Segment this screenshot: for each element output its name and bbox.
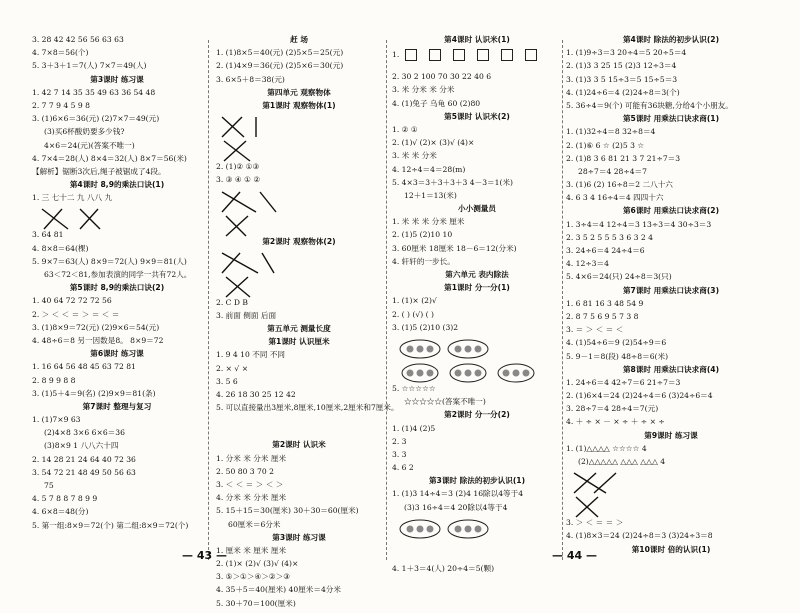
answer-line: 1. (1)4 (2)5: [392, 423, 436, 433]
answer-line: 3. 24÷6＝4 24÷4＝6: [566, 246, 645, 255]
section-heading: 第四单元 观察物体: [267, 87, 331, 97]
answer-line: 2. × √ ×: [216, 363, 249, 373]
matching-line: [574, 473, 596, 493]
answer-line: 2. C D B: [216, 297, 248, 307]
answer-line: 4. 12÷4＝4＝28(m): [392, 164, 466, 174]
divider-2: [386, 40, 387, 560]
matching-lines-figure: [216, 417, 236, 441]
answer-line: 2. 8 7 5 6 9 5 7 3 8: [566, 311, 639, 321]
answer-box: [477, 49, 489, 61]
section-heading: 第7课时 整理与复习: [82, 401, 152, 411]
section-heading: 第2课时 认识米: [272, 440, 326, 450]
answer-box: [453, 49, 465, 61]
group-dot: [513, 369, 520, 376]
answer-line: 3. (1)6×6＝36(元) (2)7×7＝49(元): [32, 114, 160, 124]
grouping-figure: [392, 517, 502, 541]
answer-line: 1. 3÷4＝4 12÷4＝3 13÷3＝4 30÷3＝3: [566, 219, 712, 229]
figure-line: [216, 275, 382, 299]
matching-line: [222, 253, 240, 273]
answer-line: 4. (1)8×3＝24 (2)24÷8＝3 (3)24÷3＝8: [566, 531, 713, 541]
answer-line: 60厘米＝6分米: [228, 519, 281, 529]
answer-line: 3. 前面 侧面 后面: [216, 310, 277, 320]
section-heading: 第7课时 用乘法口诀求商(3): [622, 285, 720, 295]
matching-line: [222, 192, 256, 212]
answer-line: 2. 7 7 9 4 5 9 8: [32, 100, 90, 110]
matching-line: [594, 473, 616, 493]
figure-line: [392, 541, 562, 565]
answer-box: [405, 49, 417, 61]
section-heading: 第6课时 用乘法口诀求商(2): [622, 206, 720, 216]
answer-line: 5. ☆☆☆☆☆: [392, 383, 436, 393]
answer-line: (3)3 16÷4＝4 20除以4等于4: [404, 502, 508, 512]
group-dot: [503, 369, 510, 376]
column-2: [216, 35, 399, 613]
answer-line: 4. 7×8＝56(个): [32, 48, 89, 58]
answer-box: [525, 49, 537, 61]
matching-lines-figure: [216, 190, 286, 214]
answer-line: 28÷7＝4 28÷4＝7: [578, 166, 647, 176]
divider-1: [208, 40, 209, 560]
answer-line: 3. ＜ ＜ ＝ ＞ ＜ ＞: [216, 479, 284, 489]
column-4: [566, 36, 776, 559]
answer-line: (2)4×8 3×6 6×6＝36: [44, 428, 125, 438]
answer-line: 1. (1)3 14÷4＝3 (2)4 16除以4等于4: [392, 489, 524, 499]
section-heading: 第5课时 用乘法口诀求商(1): [622, 114, 720, 124]
answer-line: 2. (1)3 3 25 15 (2)3 12÷3＝4: [566, 61, 677, 71]
answer-line: 3. 米 分米 米 分米: [392, 85, 455, 95]
answer-box: [429, 49, 441, 61]
answer-line: 4. 分米 米 分米 厘米: [216, 493, 287, 503]
section-heading: 第5课时 认识米(2): [444, 111, 510, 121]
answer-line: 1. ② ①: [392, 124, 418, 134]
answer-line: 4. 12÷3＝4: [566, 259, 609, 269]
answer-line: 3. 5 6: [216, 376, 238, 386]
group-dot: [475, 345, 482, 352]
section-heading: 第10课时 倍的认识(1): [631, 544, 711, 554]
answer-line: 75: [44, 481, 54, 490]
answer-line: 4. (1)兔子 乌龟 60 (2)80: [392, 98, 481, 108]
answer-line: 5. 3＋3＋1＝7(人) 7×7＝49(人): [32, 61, 147, 71]
matching-lines-figure: [32, 207, 112, 231]
checkbox-row: 1.: [392, 50, 543, 59]
matching-lines-figure: [392, 541, 412, 565]
answer-line: 4. 5 7 8 8 7 8 9 9: [32, 494, 98, 504]
answer-line: 4. 8×8＝64(棵): [32, 243, 89, 253]
answer-line: 1. 42 7 14 35 35 49 63 36 54 48: [32, 87, 156, 97]
matching-line: [262, 253, 274, 273]
answer-line: 4. 35＋5＝40(厘米) 40厘米＝4分米: [216, 585, 341, 595]
answer-line: 1. (1)9÷3＝3 20÷4＝5 20÷5＝4: [566, 48, 687, 58]
matching-lines-figure: [566, 495, 626, 519]
group-dot: [427, 525, 434, 532]
answer-line: 4. 轩轩的一步长。: [392, 256, 455, 266]
answer-line: 4×6＝24(元)(答案不唯一): [44, 140, 135, 150]
figure-line: [216, 139, 382, 163]
section-heading: 第3课时 除法的初步认识(1): [428, 476, 526, 486]
group-dot: [465, 345, 472, 352]
answer-line: 3. (1)5＋4＝9(名) (2)9×9＝81(条): [32, 388, 156, 398]
answer-line: 3. 64 81: [32, 230, 64, 240]
answer-line: 5. 可以直接量出3厘米,8厘米,10厘米,2厘米和7厘米。: [216, 403, 399, 413]
column-1: [32, 36, 202, 535]
answer-line: 2. 3: [392, 436, 407, 446]
answer-line: 2. (1)② ①③: [216, 162, 260, 172]
group-dot: [417, 345, 424, 352]
answer-line: 4. 26 18 30 25 12 42: [216, 390, 296, 399]
answer-line: 2. ＞ ＜ ＜ ＝ ＞ ＝ ＜ ＝: [32, 309, 120, 319]
answer-line: 4. ＋ ÷ × － × ÷ ＋ ÷ × ÷: [566, 417, 665, 427]
section-heading: 第2课时 观察物体(2): [262, 236, 336, 246]
page-number-left: — 43 —: [182, 549, 227, 562]
section-heading: 小小测量员: [458, 204, 496, 214]
answer-line: 1. 6 81 16 3 48 54 9: [566, 298, 644, 308]
grouping-figure: [392, 337, 512, 361]
section-heading: 第3课时 练习课: [272, 532, 326, 542]
figure-line: [566, 471, 776, 495]
section-heading: 第6课时 练习课: [90, 349, 144, 359]
answer-line: 3. 6×5＋8＝38(元): [216, 74, 285, 84]
figure-line: [216, 115, 382, 139]
figure-line: [392, 517, 562, 541]
answer-line: 2. (1)5 (2)10 10: [392, 230, 453, 240]
matching-line: [260, 192, 276, 212]
answer-line: 3. (1)5 (2)10 (3)2: [392, 322, 459, 332]
figure-line: [216, 417, 382, 441]
answer-line: 4. 1＋3＝4(人) 20÷4＝5(颗): [392, 563, 495, 573]
answer-line: 4. 48÷6＝8 另一因数是8。 8×9＝72: [32, 335, 164, 345]
group-dot: [407, 525, 414, 532]
matching-lines-figure: [216, 115, 276, 139]
answer-box: [501, 49, 513, 61]
answer-line: 5. 4×3＝3＋3＋3＋3 4－3＝1(米): [392, 177, 513, 187]
answer-line: 1. 24÷6＝4 42÷7＝6 21÷7＝3: [566, 377, 681, 387]
answer-line: 1. (1)△△△△ ☆☆☆☆ 4: [566, 443, 647, 453]
answer-line: 3. (1)6 (2) 16÷8＝2 二八十六: [566, 180, 673, 190]
answer-line: 3. ＞ ＜ ＝ ＝ ＞: [566, 518, 624, 528]
answer-line: (2)△△△△△ △△△ △△△ 4: [578, 457, 666, 466]
answer-line: 3. ＝ ＞ ＜ ＝ ＜: [566, 325, 624, 335]
answer-line: 2. (1)4×9＝36(元) (2)5×6＝30(元): [216, 61, 344, 71]
answer-line: 4. 6 2: [392, 463, 414, 473]
section-heading: 赶 场: [290, 35, 308, 44]
answer-line: 1. 厘米 米 厘米 厘米: [216, 545, 287, 555]
group-dot: [417, 369, 424, 376]
section-heading: 第六单元 表内除法: [445, 270, 509, 279]
figure-line: [392, 337, 562, 361]
answer-line: 63＜72＜81,参加表演的同学一共有72人。: [44, 270, 192, 279]
answer-line: 1. 40 64 72 72 72 56: [32, 296, 112, 306]
group-dot: [523, 369, 530, 376]
answer-line: (3)买6杯酸奶要多少钱?: [44, 127, 125, 137]
answer-line: 2. 30 2 100 70 30 22 40 6: [392, 72, 492, 82]
figure-line: [32, 207, 202, 231]
answer-line: 1. (1)32÷4＝8 32÷8＝4: [566, 127, 656, 137]
answer-line: 【解析】锯断3次后,绳子被锯成了4段。: [32, 166, 166, 176]
group-dot: [455, 525, 462, 532]
answer-line: 2. 3 5 2 5 5 5 3 6 3 2 4: [566, 232, 653, 242]
figure-line: [216, 251, 382, 275]
section-heading: 第8课时 用乘法口诀求商(4): [622, 364, 720, 374]
section-heading: 第9课时 练习课: [644, 430, 698, 440]
answer-line: 4. 6 3 4 16÷4＝4 四四十六: [566, 193, 664, 203]
matching-line: [222, 192, 240, 212]
section-heading: 第1课时 观察物体(1): [262, 100, 336, 110]
section-heading: 第5课时 8,9的乘法口诀(2): [69, 283, 165, 293]
answer-line: 5. 30＋70＝100(厘米): [216, 598, 296, 608]
answer-line: 12＋1＝13(米): [404, 190, 457, 200]
answer-line: 3. 28÷7＝4 28÷4＝7(元): [566, 404, 659, 414]
answer-line: 3. (1)8×9＝72(元) (2)9×6＝54(元): [32, 322, 160, 332]
answer-line: 3. ③ ④ ① ②: [216, 175, 261, 185]
section-heading: 第五单元 测量长度: [267, 324, 331, 334]
section-heading: 第4课时 除法的初步认识(2): [622, 35, 720, 44]
answer-line: 3. 3: [392, 449, 407, 459]
answer-line: 3. ⑤＞①＞④＞②＞③: [216, 572, 291, 582]
section-heading: 第3课时 练习课: [90, 74, 144, 84]
group-dot: [407, 345, 414, 352]
figure-line: [216, 214, 382, 238]
answer-line: 1. 16 64 56 48 45 63 72 81: [32, 362, 136, 372]
answer-line: 5. 第一组:8×9＝72(个) 第二组:8×9＝72(个): [32, 520, 189, 530]
answer-line: 3. 54 72 21 48 49 50 56 63: [32, 467, 136, 477]
answer-line: 3. 米 米 分米: [392, 151, 437, 161]
section-heading: 第2课时 分一分(2): [444, 410, 510, 420]
group-dot: [475, 525, 482, 532]
group-dot: [407, 369, 414, 376]
answer-line: 5. 9×7＝63(人) 8×9＝72(人) 9×9＝81(人): [32, 256, 187, 266]
divider-3: [562, 40, 563, 560]
answer-line: 3. 60厘米 18厘米 18－6＝12(分米): [392, 243, 517, 253]
answer-line: 5. 9－1＝8(段) 48÷8＝6(米): [566, 351, 669, 361]
section-heading: 第4课时 认识米(1): [444, 35, 510, 44]
group-dot: [427, 369, 434, 376]
group-dot: [455, 345, 462, 352]
answer-line: 5. 36÷4＝9(个) 可能有36块糖,分给4个小朋友。: [566, 100, 733, 110]
section-heading: 第1课时 分一分(1): [444, 283, 510, 293]
group-dot: [455, 369, 462, 376]
group-dot: [475, 369, 482, 376]
matching-line: [222, 253, 258, 273]
group-dot: [465, 369, 472, 376]
answer-line: 2. 14 28 21 24 64 40 72 36: [32, 454, 136, 464]
answer-line: 1. (1)× (2)√: [392, 296, 437, 306]
column-3: [392, 36, 562, 578]
answer-line: 2. 50 80 3 70 2: [216, 466, 274, 476]
figure-line: [566, 495, 776, 519]
answer-line: (3)8×9 1 八八六十四: [44, 441, 119, 451]
group-dot: [417, 525, 424, 532]
grouping-figure: [392, 361, 542, 385]
matching-lines-figure: [216, 214, 286, 238]
answer-line: 1. 9 4 10 不同 不同: [216, 350, 286, 360]
figure-line: [392, 361, 562, 385]
answer-line: 2. (1)× (2)√ (3)√ (4)×: [216, 559, 299, 569]
group-dot: [465, 525, 472, 532]
answer-line: 1. 分米 米 分米 厘米: [216, 453, 287, 463]
answer-line: 2. (1)⑥ 6 ☆ (2)5 3 ☆: [566, 140, 645, 150]
section-heading: 第1课时 认识厘米: [268, 337, 330, 347]
page-number-right: — 44 —: [552, 549, 597, 562]
answer-line: 5. 15＋15＝30(厘米) 30＋30＝60(厘米): [216, 506, 359, 516]
matching-lines-figure: [566, 471, 626, 495]
figure-line: [216, 190, 382, 214]
answer-line: ☆☆☆☆☆(答案不唯一): [404, 397, 486, 407]
answer-line: 3. (1)3 3 5 15÷3＝5 15÷5＝3: [566, 74, 678, 84]
matching-lines-figure: [216, 139, 276, 163]
figure-line: [392, 49, 562, 73]
answer-line: 4. (1)54÷6＝9 (2)54÷9＝6: [566, 338, 667, 348]
answer-line: 2. (1)6×4＝24 (2)24÷4＝6 (3)24÷6＝4: [566, 391, 713, 401]
answer-line: 2. (1)8 3 6 81 21 3 7 21÷7＝3: [566, 153, 681, 163]
section-heading: 第4课时 8,9的乘法口诀(1): [69, 180, 165, 190]
answer-line: 1. (1)7×9 63: [32, 415, 81, 425]
answer-line: 4. 6×8＝48(分): [32, 507, 89, 517]
answer-line: 4. (1)24÷6＝4 (2)24÷8＝3(个): [566, 87, 680, 97]
answer-line: 5. 4×6＝24(只) 24÷8＝3(只): [566, 272, 672, 282]
answer-line: 1. 三 七十二 九 八八 九: [32, 193, 113, 203]
matching-line: [574, 473, 606, 493]
answer-line: 2. ( ) (√) ( ): [392, 309, 434, 319]
matching-lines-figure: [216, 251, 286, 275]
answer-line: 4. 7×4＝28(人) 8×4＝32(人) 8×7＝56(米): [32, 153, 187, 163]
matching-lines-figure: [216, 275, 286, 299]
answer-line: 1. 米 米 米 分米 厘米: [392, 217, 465, 227]
group-dot: [427, 345, 434, 352]
answer-line: 3. 28 42 42 56 56 63 63: [32, 35, 124, 44]
answer-line: 2. 8 9 9 8 8: [32, 375, 76, 385]
answer-line: 1. (1)8×5＝40(元) (2)5×5＝25(元): [216, 48, 344, 58]
answer-line: 2. (1)√ (2)× (3)√ (4)×: [392, 138, 475, 148]
